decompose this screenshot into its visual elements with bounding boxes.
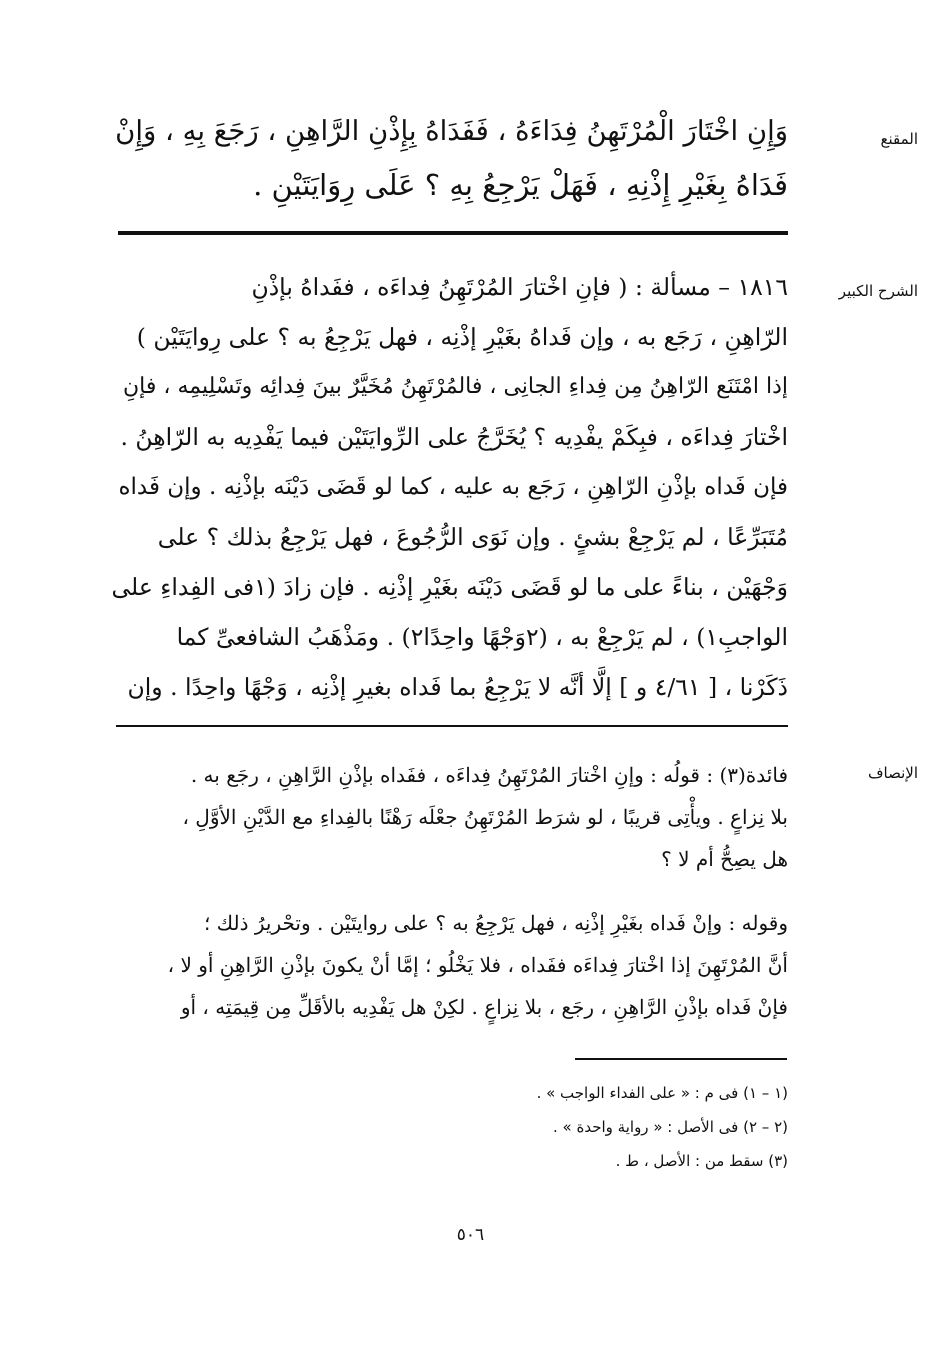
- sharh-line: اخْتارَ فِداءَه ، فبِكَمْ يفْدِيه ؟ يُخَرَّجُ على الرِّوايَتَيْن فيما يَفْدِيه به الرّاهِنُ .: [120, 423, 788, 451]
- sharh-line: ذَكَرْنا ، [ ٤/٦١ و ] إلَّا أنَّه لا يَرْجِعُ بما فَداه بغيرِ إذْنِه ، وَجْهًا واحِدًا . وإن: [127, 673, 788, 701]
- thin-divider: [116, 725, 788, 727]
- insaf-line: هل يصِحُّ أم لا ؟: [661, 847, 788, 871]
- muqni-text: [110, 104, 788, 212]
- sharh-line: الواجبِ١) ، لم يَرْجِعْ به ، (٢وَجْهًا واحِدًا٢) . ومَذْهَبُ الشافعىِّ كما: [176, 623, 788, 651]
- sharh-line: الرّاهِنِ ، رَجَع به ، وإن فَداهُ بغَيْرِ إذْنِه ، فهل يَرْجِعُ به ؟ على رِوايَتَيْن ): [136, 323, 788, 351]
- sharh-text: [110, 262, 788, 712]
- sharh-line: إذا امْتَنَع الرّاهِنُ مِن فِداءِ الجانِى ، فالمُرْتَهِنُ مُخَيَّرٌ بينَ فِدائِه وتَسْلِيمِه ، فإنِ: [122, 374, 788, 399]
- section-label-muqni: المقنع: [880, 130, 918, 148]
- insaf-text: [110, 754, 788, 880]
- insaf-text-paragraph-2: [110, 902, 788, 1028]
- insaf-line: أنَّ المُرْتَهِنَ إذا اخْتارَ فِداءَه ففَداه ، فلا يَخْلُو ؛ إمَّا أنْ يكونَ بإذْنِ الرَّاهِنِ أو لا ،: [167, 953, 788, 977]
- section-label-sharh: الشرح الكبير: [838, 282, 918, 300]
- page-number: ٥٠٦: [456, 1225, 485, 1245]
- sharh-line: وَجْهَيْن ، بناءً على ما لو قَضَى دَيْنَه بغَيْرِ إذْنِه . فإن زادَ (١فى الفِداءِ على: [111, 573, 788, 601]
- sharh-line: فإن فَداه بإذْنِ الرّاهِنِ ، رَجَع به عليه ، كما لو قَضَى دَيْنَه بإذْنِه . وإن فَداه: [118, 474, 788, 500]
- sharh-line: مُتَبَرِّعًا ، لم يَرْجِعْ بشئٍ . وإن نَوَى الرُّجُوعَ ، فهل يَرْجِعُ بذلك ؟ على: [157, 523, 788, 551]
- insaf-line: وقوله : وإنْ فَداه بغَيْرِ إذْنِه ، فهل يَرْجِعُ به ؟ على روايتَيْن . وتحْريرُ ذلك ؛: [203, 911, 788, 935]
- insaf-line: بلا نِزاعٍ . ويأْتِى قريبًا ، لو شرَط المُرْتَهِنُ جعْلَه رَهْنًا بالفِداءِ مع الدَّيْنِ الأوَّلِ ،: [182, 805, 788, 829]
- footnotes: [300, 1076, 788, 1178]
- muqni-line: فَدَاهُ بِغَيْرِ إِذْنِهِ ، فَهَلْ يَرْجِعُ بِهِ ؟ عَلَى رِوَايَتَيْنِ .: [253, 168, 788, 202]
- footnote: (١ – ١) فى م : « على الفداء الواجب » .: [536, 1084, 788, 1102]
- muqni-line: وَإِنِ اخْتَارَ الْمُرْتَهِنُ فِدَاءَهُ ، فَفَدَاهُ بِإِذْنِ الرَّاهِنِ ، رَجَعَ بِهِ ، وَإِنْ: [115, 115, 788, 147]
- footnote-divider: [575, 1058, 787, 1060]
- footnote: (٢ – ٢) فى الأصل : « رواية واحدة » .: [553, 1118, 788, 1136]
- section-label-insaf: الإنصاف: [867, 764, 918, 782]
- insaf-line: فائدة(٣) : قولُه : وإنِ اخْتارَ المُرْتَهِنُ فِداءَه ، ففَداه بإذْنِ الرَّاهِنِ ، رجَع به .: [190, 763, 788, 787]
- thick-divider: [118, 231, 788, 235]
- footnote: (٣) سقط من : الأصل ، ط .: [615, 1152, 788, 1170]
- sharh-line: ١٨١٦ – مسألة : ( فإنِ اخْتارَ المُرْتَهِنُ فِداءَه ، ففَداهُ بإذْنِ: [251, 273, 788, 301]
- insaf-line: فإنْ فَداه بإذْنِ الرَّاهِنِ ، رجَع ، بلا نِزاعٍ . لكِنْ هل يَفْدِيه بالأقَلِّ مِن قِيمَتِه ، أو: [180, 995, 788, 1019]
